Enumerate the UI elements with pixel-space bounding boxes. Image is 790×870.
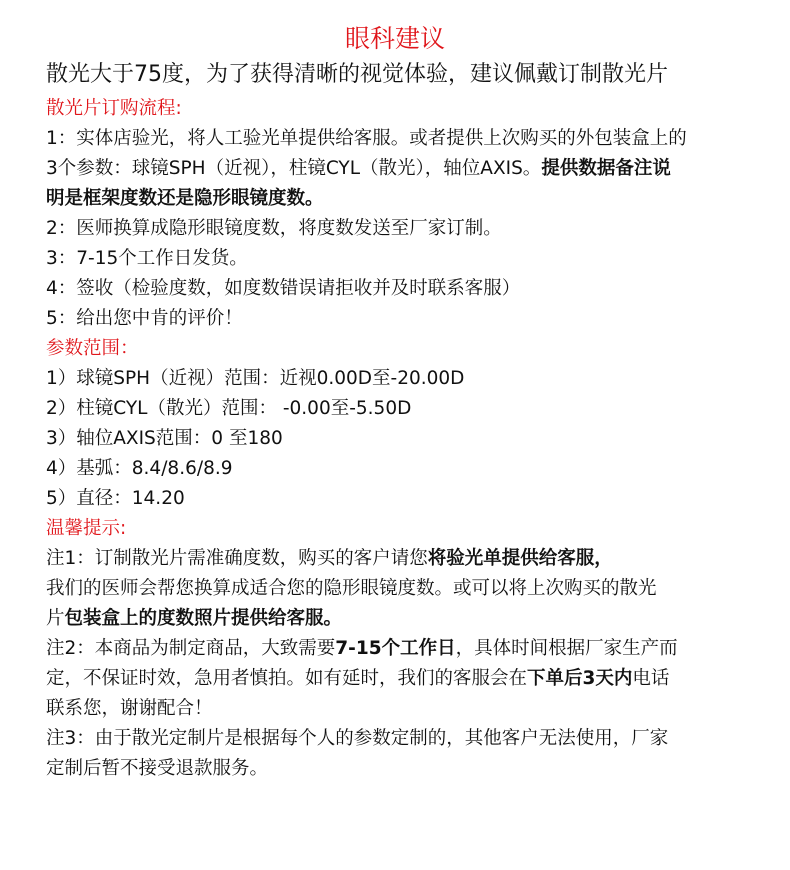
note-2-text: 注2：本商品为制定商品，大致需要 xyxy=(46,638,336,659)
note-1-text: 注1：订制散光片需准确度数，购买的客户请您 xyxy=(46,548,428,569)
order-step-5: 5：给出您中肯的评价！ xyxy=(46,308,243,329)
order-section-heading: 散光片订购流程: xyxy=(46,98,182,119)
note-2-emphasis: 下单后3天内 xyxy=(527,668,633,689)
order-step-1-emphasis: 提供数据备注说 xyxy=(541,158,671,179)
note-2-text: ，具体时间根据厂家生产而 xyxy=(455,638,678,659)
note-3-line-2: 定制后暂不接受退款服务。 xyxy=(46,758,269,779)
order-step-1-line-3: 明是框架度数还是隐形眼镜度数。 xyxy=(46,188,324,209)
note-1-emphasis: 包装盒上的度数照片提供给客服。 xyxy=(64,608,343,629)
order-step-1-line-2 xyxy=(46,156,671,182)
tips-section-heading: 温馨提示: xyxy=(46,518,127,539)
note-1-line-1 xyxy=(46,546,613,572)
note-1-line-2: 我们的医师会帮您换算成适合您的隐形眼镜度数。或可以将上次购买的散光 xyxy=(46,578,657,599)
note-2-line-2 xyxy=(46,666,669,692)
order-step-1-text: 3个参数：球镜SPH（近视），柱镜CYL（散光），轴位AXIS。 xyxy=(46,158,542,179)
note-2-text: 电话 xyxy=(632,668,670,689)
param-item: 5）直径：14.20 xyxy=(46,488,185,509)
note-2-text: 定，不保证时效，急用者慎拍。如有延时，我们的客服会在 xyxy=(46,668,528,689)
page-title: 眼科建议 xyxy=(344,24,445,53)
params-section-heading: 参数范围： xyxy=(46,338,139,359)
order-step-2: 2：医师换算成隐形眼镜度数，将度数发送至厂家订制。 xyxy=(46,218,502,239)
note-1-line-3 xyxy=(46,606,342,632)
note-1-emphasis: 将验光单提供给客服， xyxy=(427,548,613,569)
subtitle: 散光大于75度，为了获得清晰的视觉体验，建议佩戴订制散光片 xyxy=(46,62,668,87)
order-step-3: 3：7-15个工作日发货。 xyxy=(46,248,248,269)
param-item: 2）柱镜CYL（散光）范围： -0.00至-5.50D xyxy=(46,398,412,419)
param-item: 4）基弧：8.4/8.6/8.9 xyxy=(46,458,233,479)
note-2-emphasis: 7-15个工作日 xyxy=(335,638,456,659)
note-3-line-1: 注3：由于散光定制片是根据每个人的参数定制的，其他客户无法使用，厂家 xyxy=(46,728,669,749)
note-2-line-1 xyxy=(46,636,678,662)
note-2-line-3: 联系您，谢谢配合！ xyxy=(46,698,213,719)
order-step-4: 4：签收（检验度数，如度数错误请拒收并及时联系客服） xyxy=(46,278,521,299)
param-item: 3）轴位AXIS范围：0 至180 xyxy=(46,428,283,449)
param-item: 1）球镜SPH（近视）范围：近视0.00D至-20.00D xyxy=(46,368,465,389)
order-step-1-line-1: 1：实体店验光，将人工验光单提供给客服。或者提供上次购买的外包装盒上的 xyxy=(46,128,687,149)
note-1-text: 片 xyxy=(46,608,65,629)
